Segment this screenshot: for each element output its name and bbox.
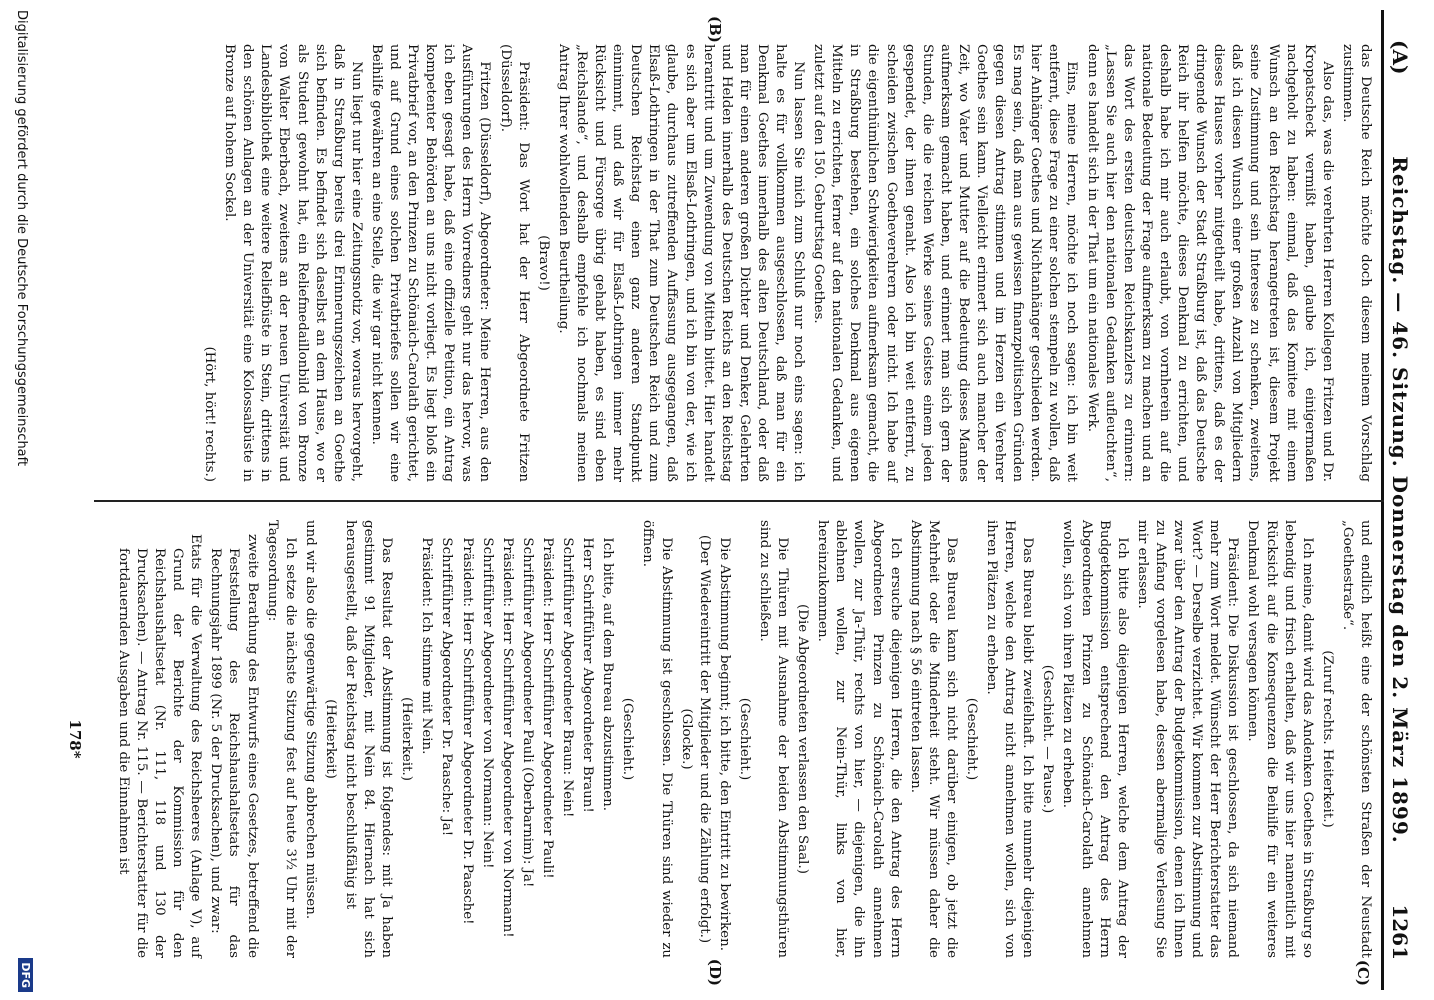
interjection: (Geschieht. — Pause.)	[1040, 664, 1056, 814]
interjection: (Geschieht.)	[964, 697, 980, 781]
paragraph: Das Bureau kann sich nicht darüber einigen, ob jetzt die Mehrheit oder die Minderheit steht. Wir müssen daher die Abstimmung nach § 56 eintreten lassen.	[907, 520, 959, 958]
agenda-item: zweite Berathung des Entwurfs eines Gesetzes, betreffend die Feststellung des Reichshaushaltsetats für das Rechnungsjahr 1899 (Nr. 5 der Drucksachen), und zwar:	[208, 534, 260, 958]
paragraph: Ich bitte also diejenigen Herren, welche dem Antrag der Budgetkommission entsprechend den Antrag des Herrn Abgeordneten Prinzen zu Schönaich-Carolath annehmen wollen, sich von ihren Plätzen zu erheben.	[1060, 520, 1130, 958]
interjection: (Geschieht.)	[620, 697, 636, 781]
interjection: (Heiterkeit)	[322, 699, 338, 779]
paragraph: Nun liegt nur hier eine Zeitungsnotiz vor, woraus hervorgeht, daß in Straßburg bereits drei Erinnerungszeichen an Goethe sich befinden. Es befindet sich daselbst an dem Hause, wo er als Student gewohnt hat, ein Reliefmedaillonbild von Bronze von Walter Eberbach, zweitens an der neuen Universität und Landesbibliothek eine weitere Reliefbüste in Stein, drittens in den schönen Anlagen an der Universität eine Kolossalbüste in Bronze auf hohem Sockel.	[222, 44, 364, 482]
paragraph: Die Abstimmung beginnt; ich bitte, den Eintritt zu bewirken.	[716, 537, 732, 951]
paragraph: Das Bureau bleibt zweifelhaft. Ich bitte nunmehr diejenigen Herren, welche den Antrag nicht annehmen wollen, sich von ihren Plätzen zu erheben.	[984, 520, 1036, 958]
agenda-item: Etats für die Verwaltung des Reichsheeres (Anlage V), auf Grund der Berichte der Kommission für den Reichshaushaltsetat (Nr. 111, 118 und 130 der Drucksachen). — Antrag Nr. 115. — Berichterstatter für die fortdauernden Ausgaben und die Einnahmen ist	[115, 534, 204, 958]
margin-marker-c: (C)	[1354, 959, 1372, 986]
paragraph: Die Abstimmung ist geschlossen. Die Thüren sind wieder zu öffnen.	[640, 520, 674, 958]
vote-line: Schriftführer Abgeordneter von Normann: Nein!	[479, 537, 495, 869]
paragraph: Ich meine, damit wird das Andenken Goethes in Straßburg so lebendig und frisch erhalten, daß wir uns hier namentlich mit Rücksicht auf die Konsequenzen die Beihilfe für ein weiteres Denkmal wohl versagen können.	[1245, 520, 1315, 958]
paragraph: und wir also die gegenwärtige Sitzung abbrechen müssen.	[302, 520, 318, 920]
interjection: (Die Abgeordneten verlassen den Saal.)	[795, 604, 811, 874]
interjection: (Bravo!)	[535, 235, 551, 291]
speaker-line: Präsident: Das Wort hat der Herr Abgeordnete Fritzen (Düsseldorf).	[497, 44, 531, 482]
vote-line: Präsident: Herr Schriftführer Abgeordneter Pauli!	[539, 537, 555, 879]
vote-line: Präsident: Ich stimme mit Nein.	[419, 537, 435, 755]
left-column	[198, 44, 1374, 482]
credit-text: Digitalisierung gefördert durch die Deutsche Forschungsgemeinschaft	[14, 10, 29, 467]
paragraph: das Deutsche Reich möchte doch diesem meinem Vorschlag zustimmen.	[1339, 44, 1373, 482]
interjection: (Geschieht.)	[736, 697, 752, 781]
vote-line: Schriftführer Abgeordneter Pauli (Oberbarnim): Ja!	[519, 537, 535, 888]
interjection: (Hört, hört! rechts.)	[202, 346, 218, 482]
paragraph: Eins, meine Herren, möchte ich noch sagen: ich bin weit entfernt, diese Frage zu einer solchen stempeln zu wollen, daß hier Anhänger Goethes und Nichtanhänger geschieden werden. Es mag sein, daß man aus gewissen finanzpolitischen Gründen gegen diesen Antrag stimmen und im Herzen ein Verehrer Goethes sein kann. Vielleicht erinnert sich auch mancher der Zeit, wo Vater und Mutter auf die Bedeutung dieses Mannes aufmerksam gemacht haben, und erinnert man sich gern der Stunden, die die reichen Werke seines Geistes einem jeden gespendet, der ihnen genaht. Also ich bin weit entfernt, zu scheiden zwischen Goetheverehrern oder nicht. Ich habe auf die eigenthümlichen Schwierigkeiten aufmerksam gemacht, die in Straßburg bestehen, ein solches Denkmal aus eigenen Mitteln zu errichten, ferner auf den nationalen Gedanken, und zuletzt auf den 150. Geburtstag Goethes.	[811, 44, 1080, 482]
interjection: (Der Wiedereintritt der Mitglieder und die Zählung erfolgt.) (Glocke.)	[678, 534, 712, 944]
paragraph: Ich ersuche diejenigen Herren, die den Antrag des Herrn Abgeordneten Prinzen zu Schönaich-Carolath annehmen wollen, zur Ja-Thür, rechts von hier, — diejenigen, die ihn ablehnen wollen, zur Nein-Thür, links von hier, hereinzukommen.	[815, 520, 903, 958]
paragraph: Also das, was die verehrten Herren Kollegen Fritzen und Dr. Kropatscheck vermißt haben, glaube ich, einigermaßen nachgeholt zu haben: einmal, daß das Komitee mit einem Wunsch an den Reichstag herangetreten ist, diesem Projekt seine Zustimmung und sein Interesse zu schenken, zweitens, daß ich diesen Wunsch einer großen Anzahl von Mitgliedern dieses Hauses vorher mitgetheilt habe, drittens, daß es der dringende Wunsch der Stadt Straßburg ist, daß das Deutsche Reich ihr helfen möchte, dieses Denkmal zu errichten, und deshalb habe ich mir auch erlaubt, von vornherein auf die nationale Bedeutung der Frage aufmerksam zu machen und an das Wort des ersten deutschen Reichskanzlers zu erinnern: „Lassen Sie auch hier den nationalen Gedanken aufleuchten“, denn es handelt sich in der That um ein nationales Werk.	[1084, 44, 1335, 482]
header-margin-marker: (A)	[1388, 40, 1412, 75]
interjection: (Heiterkeit.)	[399, 697, 415, 781]
speaker-line: Präsident: Die Diskussion ist geschlossen, da sich niemand mehr zum Wort meldet. Wünscht der Herr Berichterstatter das Wort? — Derselbe verzichtet. Wir kommen zur Abstimmung und zwar über den Antrag der Budgetkommission, denen ich Ihnen zu Anfang vorgelesen habe, dessen abermalige Verlesung Sie mir erlassen.	[1134, 520, 1241, 958]
paragraph: Nun lassen Sie mich zum Schluß nur noch eins sagen: ich halte es für vollkommen ausgeschlossen, daß man für ein Denkmal Goethes innerhalb des alten Deutschland, oder daß man für einen anderen großen Dichter und Denker, Gelehrten und Helden innerhalb des Deutschen Reichs an den Reichstag herantritt und um Zuwendung von Mitteln bittet. Hier handelt es sich aber um Elsaß-Lothringen, und ich bin von der, wie ich glaube, durchaus zutreffenden Auffassung ausgegangen, daß Elsaß-Lothringen in der That zum Deutschen Reich und zum Deutschen Reichstag einen ganz anderen Standpunkt einnimmt, und daß wir für Elsaß-Lothringen immer mehr Rücksicht und Fürsorge übrig gehabt haben, es sind eben „Reichslande“, und deshalb empfehle ich nochmals meinen Antrag Ihrer wohlwollenden Beurtheilung.	[555, 44, 807, 482]
paragraph: Ich setze die nächste Sitzung fest auf heute 3½ Uhr mit der Tagesordnung:	[264, 520, 298, 958]
sheet-signature: 178*	[66, 719, 84, 759]
paragraph: Die Thüren mit Ausnahme der beiden Abstimmungsthüren sind zu schließen.	[757, 520, 791, 958]
dfg-logo: DFG	[18, 958, 33, 992]
right-column	[112, 520, 1374, 958]
vote-line: Schriftführer Abgeordneter Braun: Nein!	[560, 537, 576, 818]
running-title: Reichstag. — 46. Sitzung. Donnerstag den 2. März 1899.	[1388, 156, 1412, 844]
page-number: 1261	[1388, 904, 1412, 960]
vote-line: Schriftführer Abgeordneter Dr. Paasche: Ja!	[439, 537, 455, 837]
paragraph: Das Resultat der Abstimmung ist folgendes: mit Ja haben gestimmt 91 Mitglieder, mit Nein 84. Hiernach hat sich herausgestellt, daß der Reichstag nicht beschlußfähig ist	[343, 520, 395, 958]
margin-marker-d: (D)	[706, 958, 724, 986]
vote-line: Präsident: Herr Schriftführer Abgeordneter von Normann!	[499, 537, 515, 938]
interjection: (Zuruf rechts. Heiterkeit.)	[1319, 650, 1335, 828]
digitization-credit	[9, 0, 69, 1000]
vote-line: Präsident: Herr Schriftführer Abgeordneter Dr. Paasche!	[459, 537, 475, 925]
paragraph: und endlich heißt eine der schönsten Straßen der Neustadt „Goethestraße“.	[1339, 520, 1373, 958]
paragraph: Fritzen (Düsseldorf), Abgeordneter: Meine Herren, aus den Ausführungen des Herrn Vorredners geht nur das hervor, was ich eben gesagt habe, daß eine offizielle Petition, ein Antrag kompetenter Behörden an uns nicht vorliegt. Es liegt bloß ein Privatbrief vor, an den Prinzen zu Schönaich-Carolath gerichtet, und auf Grund eines solchen Privatbriefes sollen wir eine Beihilfe gewähren an eine Stelle, die wir gar nicht kennen.	[368, 44, 493, 482]
margin-marker-b: (B)	[706, 16, 724, 43]
column-divider	[94, 500, 1384, 502]
paragraph: Ich bitte, auf dem Bureau abzustimmen.	[600, 537, 616, 812]
vote-line: Herr Schriftführer Abgeordneter Braun!	[580, 537, 596, 813]
